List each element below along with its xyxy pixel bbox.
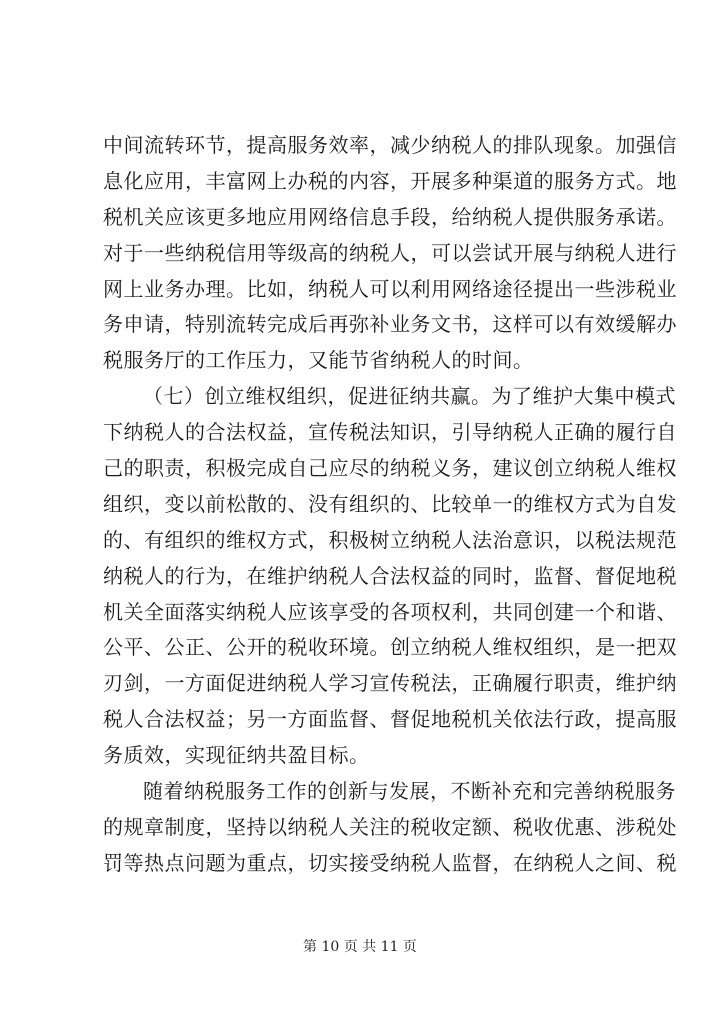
text-line: （七）创立维权组织，促进征纳共赢。为了维护大集中模式 [143,384,676,409]
text-line: 息化应用，丰富网上办税的内容，开展多种渠道的服务方式。地 [103,168,677,193]
text-line: 税人合法权益；另一方面监督、督促地税机关依法行政，提高服 [103,707,677,732]
text-line: 随着纳税服务工作的创新与发展，不断补充和完善纳税服务 [143,779,676,804]
text-line: 公平、公正、公开的税收环境。创立纳税人维权组织，是一把双 [103,635,677,660]
text-line: 纳税人的行为，在维护纳税人合法权益的同时，监督、督促地税 [103,563,677,588]
text-line: 刃剑，一方面促进纳税人学习宣传税法，正确履行职责，维护纳 [103,671,677,696]
text-line: 机关全面落实纳税人应该享受的各项权利，共同创建一个和谐、 [103,599,677,624]
text-line: 罚等热点问题为重点，切实接受纳税人监督，在纳税人之间、税 [103,850,677,875]
text-line: 己的职责，积极完成自己应尽的纳税义务，建议创立纳税人维权 [103,456,677,481]
text-line: 务申请，特别流转完成后再弥补业务文书，这样可以有效缓解办 [103,312,677,337]
text-line: 中间流转环节，提高服务效率，减少纳税人的排队现象。加强信 [103,133,677,157]
text-line: 对于一些纳税信用等级高的纳税人，可以尝试开展与纳税人进行 [103,240,677,265]
text-line: 务质效，实现征纳共盈目标。 [103,743,370,768]
text-line: 的、有组织的维权方式，积极树立纳税人法治意识，以税法规范 [103,527,677,552]
text-line: 网上业务办理。比如，纳税人可以利用网络途径提出一些涉税业 [103,276,677,301]
text-line: 税机关应该更多地应用网络信息手段，给纳税人提供服务承诺。 [103,204,677,229]
document-body [103,128,677,882]
page-number-footer: 第 10 页 共 11 页 [303,939,417,955]
text-line: 组织，变以前松散的、没有组织的、比较单一的维权方式为自发 [103,491,677,516]
text-line: 税服务厅的工作压力，又能节省纳税人的时间。 [103,348,534,373]
text-line: 下纳税人的合法权益，宣传税法知识，引导纳税人正确的履行自 [103,420,677,445]
text-line: 的规章制度，坚持以纳税人关注的税收定额、税收优惠、涉税处 [103,814,677,839]
